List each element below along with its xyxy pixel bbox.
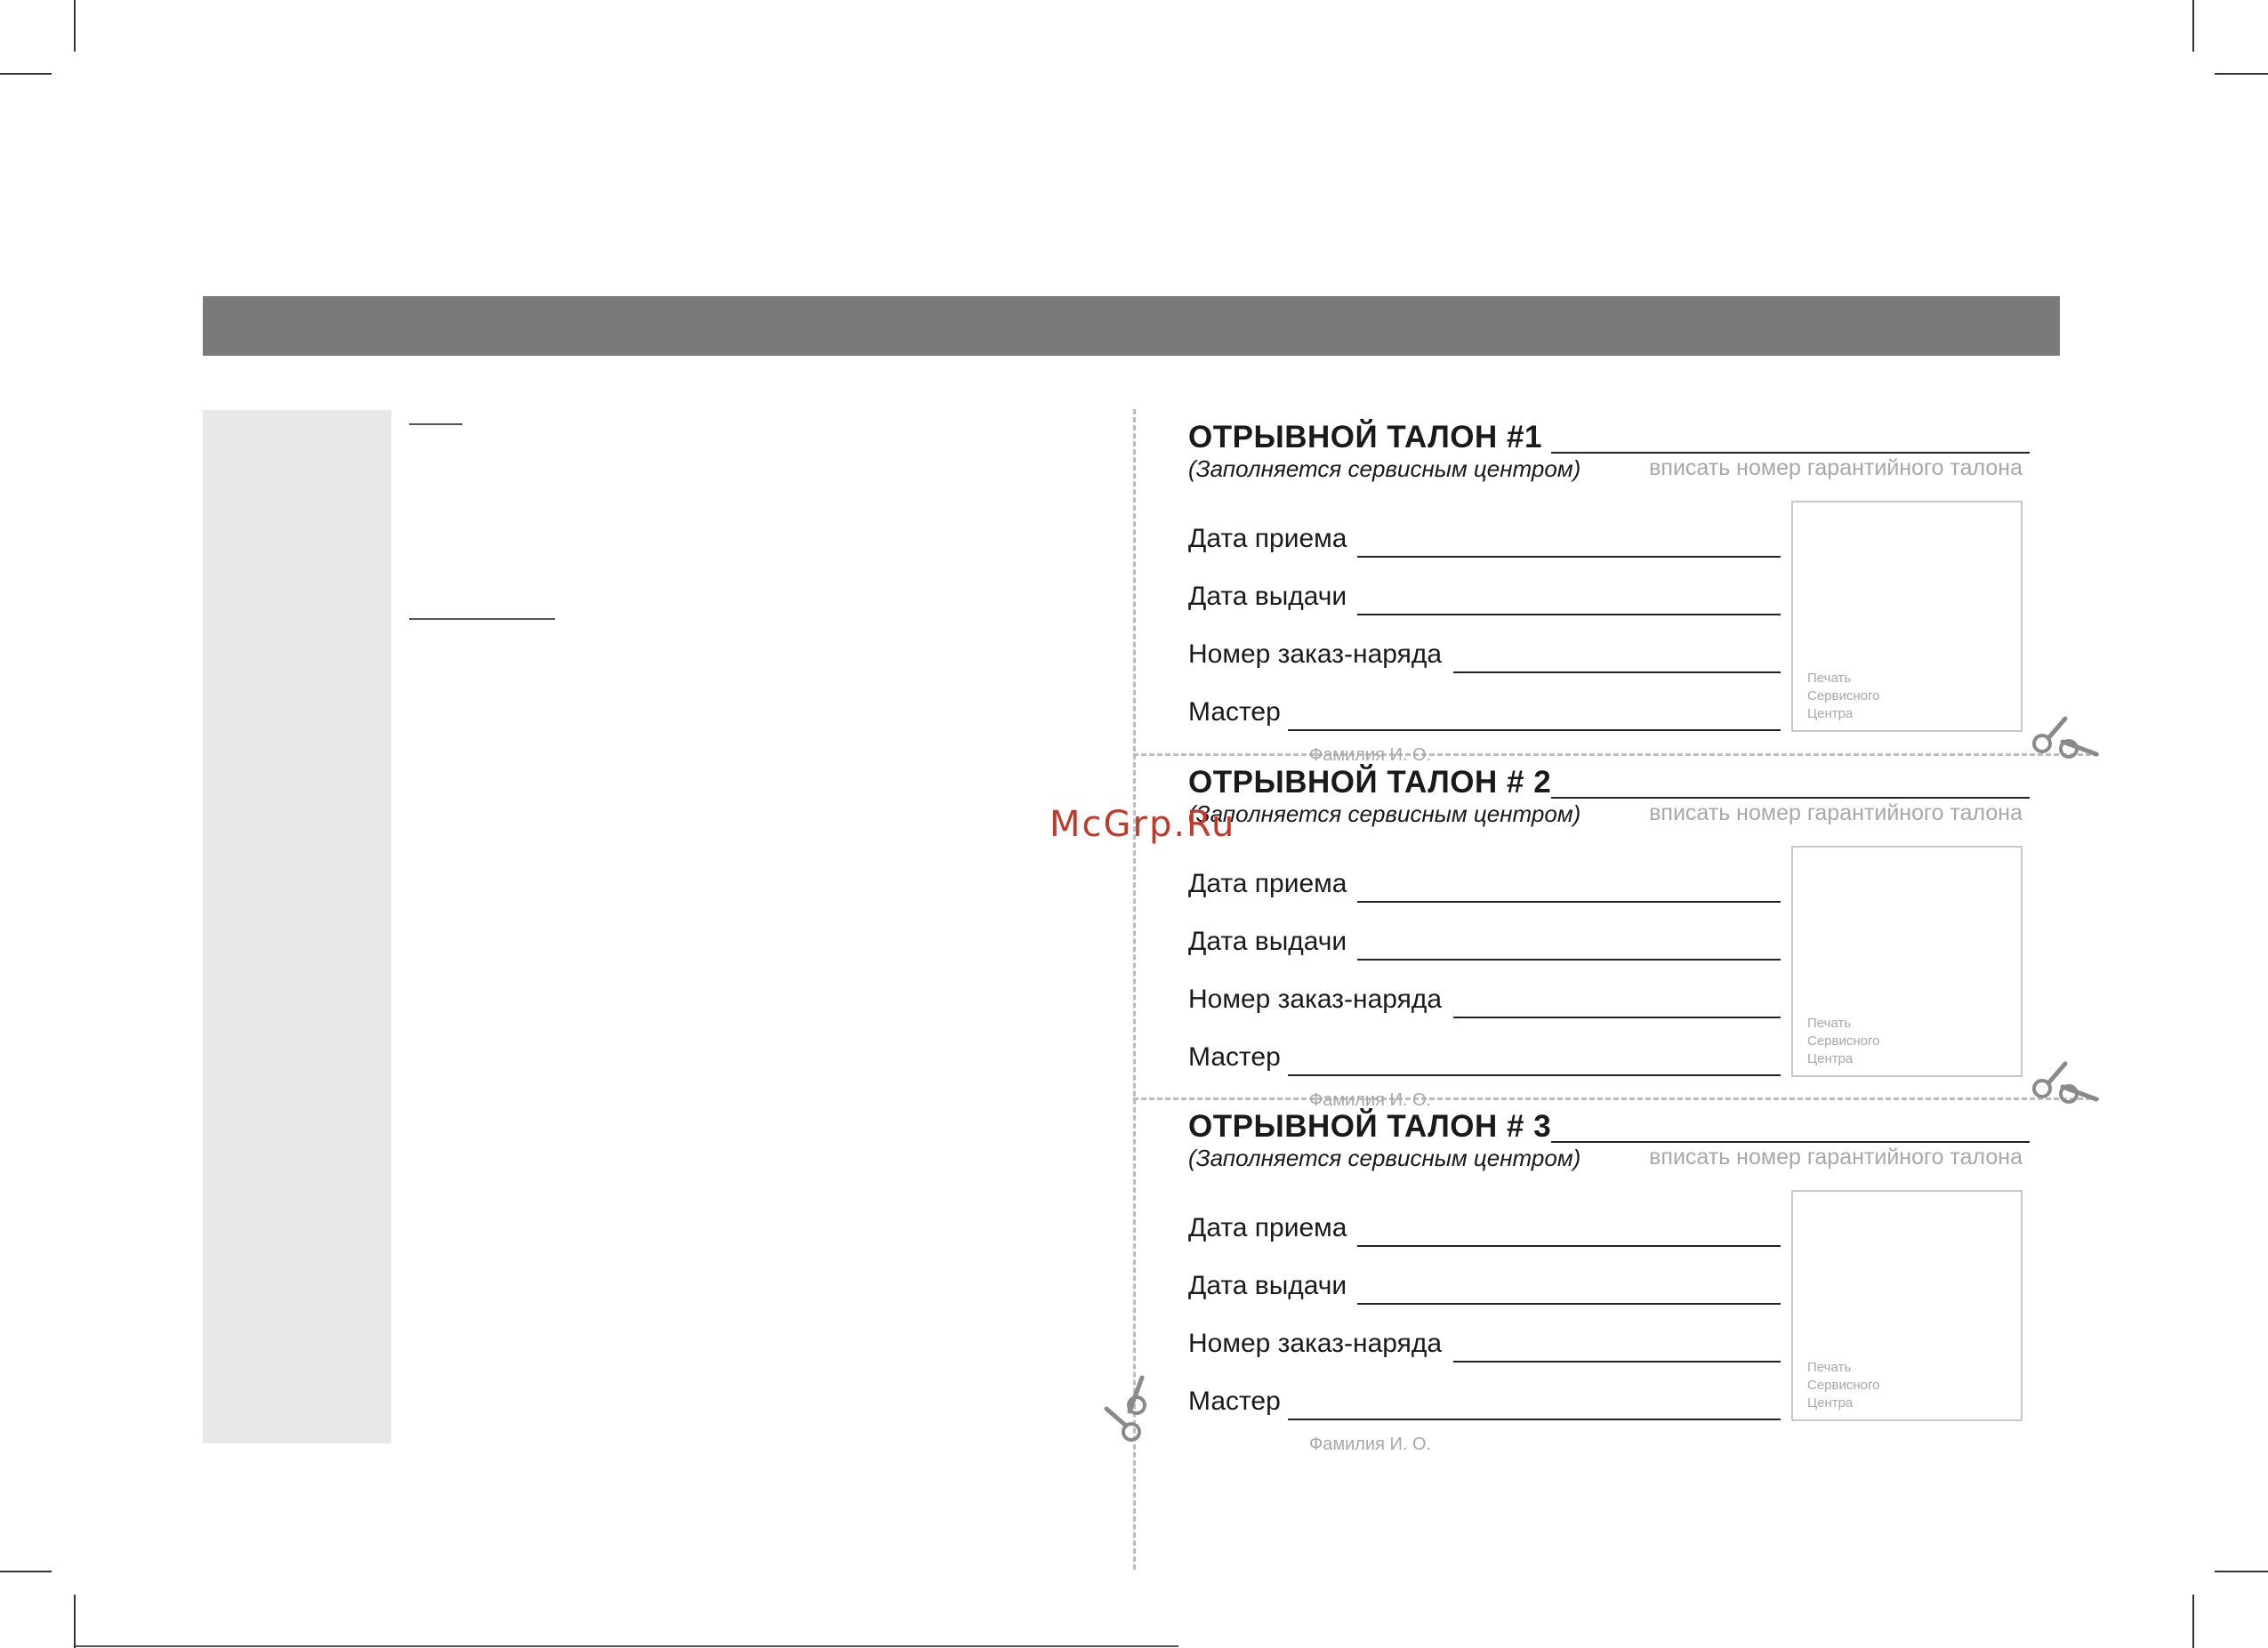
master-line[interactable] (1288, 1419, 1781, 1420)
coupon-title: ОТРЫВНОЙ ТАЛОН # 3 (1188, 1109, 1552, 1144)
crop-mark (74, 1595, 76, 1648)
scissors-icon (2030, 710, 2101, 760)
master-line[interactable] (1288, 1074, 1781, 1076)
date-issued-label: Дата выдачи (1188, 1271, 1347, 1300)
warranty-number-line[interactable] (1551, 1141, 2030, 1143)
coupon-title: ОТРЫВНОЙ ТАЛОН #1 (1188, 420, 1542, 454)
side-panel (203, 410, 391, 1443)
date-issued-line[interactable] (1357, 959, 1781, 961)
date-received-label: Дата приема (1188, 524, 1347, 553)
warranty-number-line[interactable] (1551, 797, 2030, 799)
stamp-label: Печать Сервисного Центра (1807, 671, 1880, 721)
master-field[interactable] (1188, 697, 1781, 765)
order-number-line[interactable] (1453, 1361, 1781, 1363)
date-received-field[interactable] (1188, 1213, 1781, 1249)
master-label: Мастер (1188, 697, 1281, 727)
stamp-box (1791, 846, 2023, 1077)
date-issued-field[interactable] (1188, 582, 1781, 617)
order-number-label: Номер заказ-наряда (1188, 639, 1443, 669)
order-number-line[interactable] (1453, 671, 1781, 673)
date-received-line[interactable] (1357, 901, 1781, 903)
warranty-number-hint: вписать номер гарантийного талона (1649, 1145, 2023, 1170)
coupon-title: ОТРЫВНОЙ ТАЛОН # 2 (1188, 765, 1552, 800)
stamp-box (1791, 1190, 2023, 1421)
master-label: Мастер (1188, 1387, 1281, 1416)
warranty-number-line[interactable] (1551, 452, 2030, 454)
crop-mark (2215, 73, 2268, 75)
crop-mark (0, 73, 52, 75)
warranty-number-hint: вписать номер гарантийного талона (1649, 455, 2023, 480)
bottom-rule (76, 1645, 1178, 1647)
order-number-field[interactable] (1188, 1329, 1781, 1364)
order-number-field[interactable] (1188, 639, 1781, 675)
master-note: Фамилия И. О. (1309, 745, 1432, 765)
date-received-field[interactable] (1188, 869, 1781, 904)
order-number-label: Номер заказ-наряда (1188, 1329, 1443, 1358)
crop-mark (2192, 0, 2194, 52)
date-issued-field[interactable] (1188, 1271, 1781, 1306)
stamp-box (1791, 501, 2023, 732)
master-note: Фамилия И. О. (1309, 1090, 1432, 1110)
order-number-field[interactable] (1188, 985, 1781, 1020)
master-line[interactable] (1288, 729, 1781, 731)
header-bar (203, 296, 2060, 356)
date-received-label: Дата приема (1188, 1213, 1347, 1242)
stamp-label: Печать Сервисного Центра (1807, 1016, 1880, 1066)
master-field[interactable] (1188, 1042, 1781, 1110)
master-note: Фамилия И. О. (1309, 1435, 1432, 1454)
watermark: McGrp.Ru (1050, 804, 1236, 845)
coupon-1 (1188, 409, 2033, 765)
date-received-line[interactable] (1357, 1245, 1781, 1247)
master-field[interactable] (1188, 1387, 1781, 1454)
date-issued-label: Дата выдачи (1188, 927, 1347, 956)
date-issued-label: Дата выдачи (1188, 582, 1347, 611)
date-received-line[interactable] (1357, 556, 1781, 558)
scissors-icon (1098, 1373, 1147, 1444)
order-number-label: Номер заказ-наряда (1188, 985, 1443, 1014)
stamp-label: Печать Сервисного Центра (1807, 1360, 1880, 1411)
crop-mark (2215, 1571, 2268, 1572)
date-issued-line[interactable] (1357, 614, 1781, 615)
coupon-2 (1188, 754, 2033, 1110)
date-issued-line[interactable] (1357, 1303, 1781, 1305)
crop-mark (0, 1571, 52, 1572)
left-rule-short (409, 423, 462, 425)
date-issued-field[interactable] (1188, 927, 1781, 962)
crop-mark (74, 0, 76, 52)
order-number-line[interactable] (1453, 1017, 1781, 1018)
left-rule-long (409, 618, 555, 620)
date-received-label: Дата приема (1188, 869, 1347, 898)
coupon-subtitle: (Заполняется сервисным центром) (1188, 1145, 1581, 1171)
crop-mark (2192, 1595, 2194, 1648)
coupon-subtitle: (Заполняется сервисным центром) (1188, 800, 1581, 827)
warranty-number-hint: вписать номер гарантийного талона (1649, 800, 2023, 825)
coupon-subtitle: (Заполняется сервисным центром) (1188, 455, 1581, 482)
master-label: Мастер (1188, 1042, 1281, 1072)
coupon-3 (1188, 1098, 2033, 1454)
date-received-field[interactable] (1188, 524, 1781, 559)
scissors-icon (2030, 1055, 2101, 1105)
